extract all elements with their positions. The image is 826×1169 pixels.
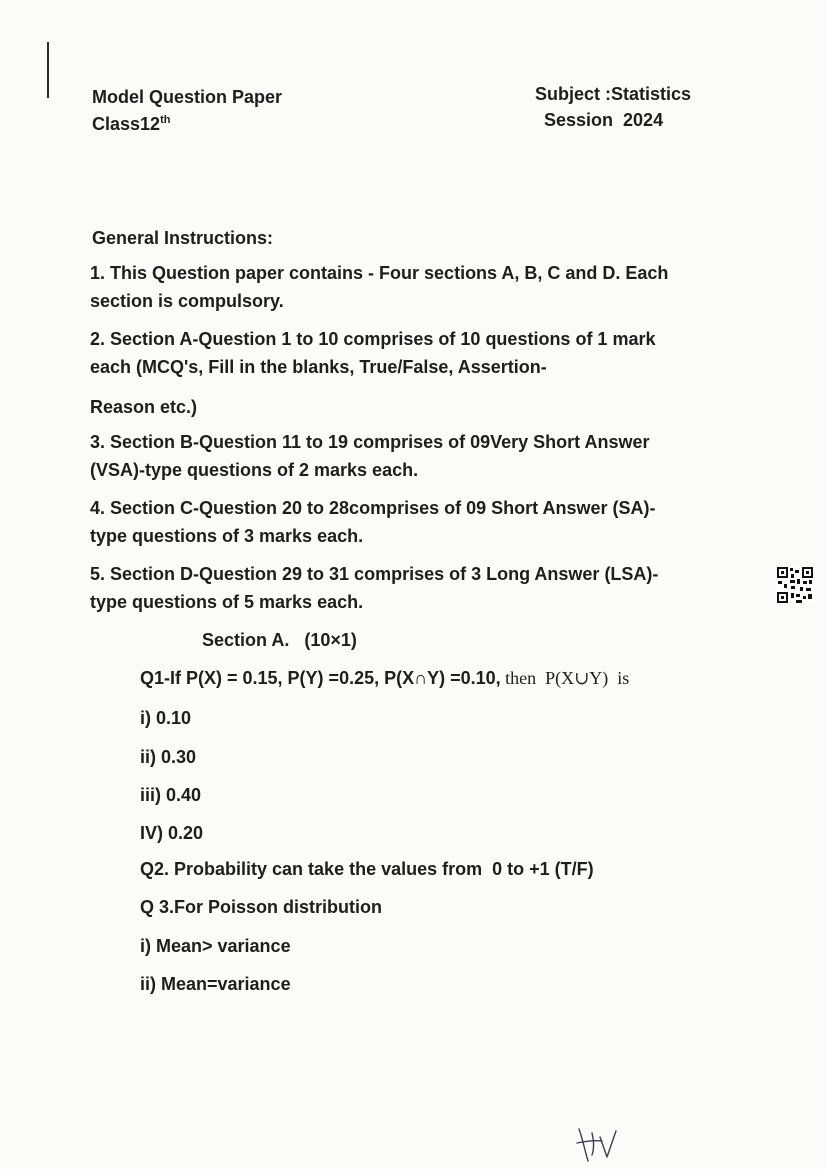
instruction-line: type questions of 5 marks each. (90, 592, 364, 612)
scan-edge-mark (47, 42, 49, 98)
question-1-option: ii) 0.30 (140, 747, 197, 767)
instructions-heading: General Instructions: (92, 228, 274, 248)
session-label: Session 2024 (544, 110, 664, 130)
instruction-line: 1. This Question paper contains - Four sections A, B, C and D. Each (90, 263, 669, 283)
instruction-line: type questions of 3 marks each. (90, 526, 364, 546)
instruction-line: 5. Section D-Question 29 to 31 comprises of 3 Long Answer (LSA)- (90, 564, 659, 584)
question-1 (140, 667, 629, 689)
question-2: Q2. Probability can take the values from 0 to +1 (T/F) (140, 859, 594, 879)
question-1-tail: then P(X∪Y) is (500, 668, 630, 688)
question-1-option: IV) 0.20 (140, 823, 204, 843)
instruction-line: section is compulsory. (90, 291, 284, 311)
instruction-line: each (MCQ's, Fill in the blanks, True/False, Assertion- (90, 357, 547, 377)
instruction-line: Reason etc.) (90, 397, 198, 417)
class-label-superscript: th (160, 114, 171, 126)
subject-label: Subject :Statistics (535, 84, 692, 104)
paper-title: Model Question Paper (92, 87, 283, 107)
section-a-heading: Section A. (10×1) (202, 630, 357, 650)
question-1-option: i) 0.10 (140, 708, 192, 728)
instruction-line: (VSA)-type questions of 2 marks each. (90, 460, 419, 480)
question-3-option: ii) Mean=variance (140, 974, 291, 994)
qr-code-icon (776, 566, 814, 604)
instruction-line: 4. Section C-Question 20 to 28comprises of 09 Short Answer (SA)- (90, 498, 656, 518)
question-3-option: i) Mean> variance (140, 936, 291, 956)
class-label (92, 113, 170, 135)
question-1-option: iii) 0.40 (140, 785, 202, 805)
instruction-line: 3. Section B-Question 11 to 19 comprises of 09Very Short Answer (90, 432, 650, 452)
class-label-base: Class12 (92, 114, 161, 134)
signature-mark (574, 1125, 624, 1165)
instruction-line: 2. Section A-Question 1 to 10 comprises of 10 questions of 1 mark (90, 329, 656, 349)
question-3: Q 3.For Poisson distribution (140, 897, 383, 917)
question-1-text: Q1-If P(X) = 0.15, P(Y) =0.25, P(X∩Y) =0.10, (140, 668, 501, 688)
